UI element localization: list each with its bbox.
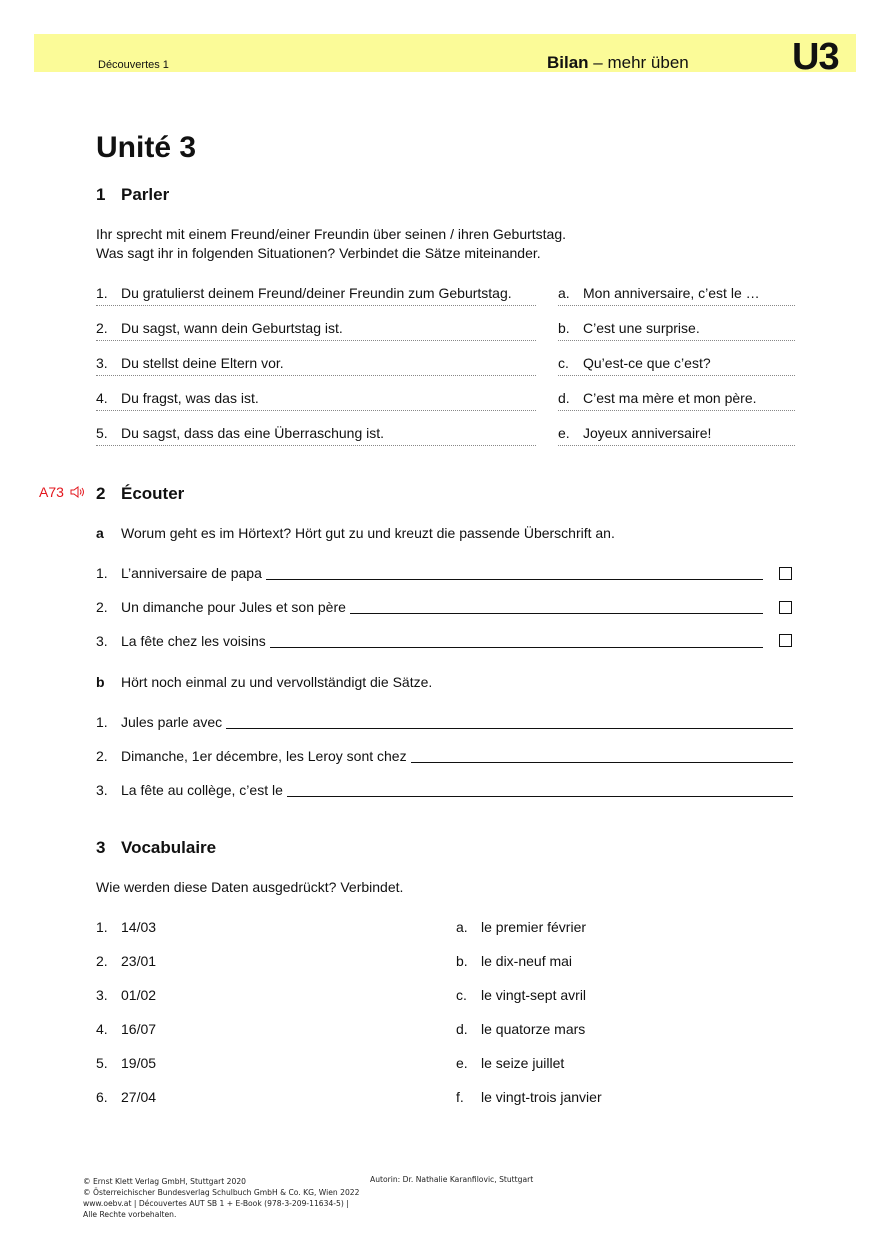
list-item: 3. Du stellst deine Eltern vor. — [96, 355, 536, 376]
s2b-sentence-3: 3. La fête au collège, c’est le — [96, 782, 793, 798]
answer-checkbox-3[interactable] — [779, 634, 792, 647]
list-item: e. Joyeux anniversaire! — [558, 425, 795, 446]
s2b-sentence-2: 2. Dimanche, 1er décembre, les Leroy sont chez — [96, 748, 793, 764]
list-item: 1. 14/03 — [96, 919, 157, 935]
list-item: 3. 01/02 — [96, 987, 157, 1003]
section-1-heading: 1 Parler — [96, 185, 170, 204]
s2b-sentence-1: 1. Jules parle avec — [96, 714, 793, 730]
audio-track-label: A73 — [39, 484, 64, 500]
list-item: a. Mon anniversaire, c’est le … — [558, 285, 795, 306]
s3-right-list — [456, 919, 786, 1123]
answer-checkbox-1[interactable] — [779, 567, 792, 580]
header-title: Bilan – mehr üben — [547, 53, 689, 72]
s3-left-list — [96, 919, 426, 1123]
answer-line — [266, 565, 763, 580]
copyright-line: © Österreichischer Bundesverlag Schulbuch GmbH & Co. KG, Wien 2022 — [83, 1188, 360, 1197]
section-3-instruction: Wie werden diese Daten ausgedrückt? Verbindet. — [96, 879, 404, 895]
s2a-option-1: 1. L’anniversaire de papa — [96, 565, 763, 581]
answer-line[interactable] — [411, 748, 793, 763]
list-item: c. Qu’est-ce que c’est? — [558, 355, 795, 376]
list-item: 2. 23/01 — [96, 953, 157, 969]
book-title: Découvertes 1 — [98, 59, 169, 71]
list-item: 4. 16/07 — [96, 1021, 157, 1037]
list-item: d. C’est ma mère et mon père. — [558, 390, 795, 411]
copyright-line: www.oebv.at | Découvertes AUT SB 1 + E-Book (978-3-209-11634-5) | — [83, 1199, 349, 1208]
s1-left-list — [96, 285, 536, 446]
s1-right-list — [558, 285, 795, 446]
list-item: a. le premier février — [456, 919, 587, 935]
answer-line[interactable] — [287, 782, 793, 797]
section-2a-instruction: a Worum geht es im Hörtext? Hört gut zu und kreuzt die passende Überschrift an. — [96, 525, 615, 541]
answer-line — [350, 599, 763, 614]
unit-label: U3 — [792, 36, 839, 78]
list-item: 1. Du gratulierst deinem Freund/deiner Freundin zum Geburtstag. — [96, 285, 536, 306]
author-credit: Autorin: Dr. Nathalie Karanfilovic, Stuttgart — [370, 1175, 534, 1184]
list-item: 6. 27/04 — [96, 1089, 157, 1105]
section-1-instruction-1: Ihr sprecht mit einem Freund/einer Freundin über seinen / ihren Geburtstag. — [96, 226, 567, 242]
list-item: 5. Du sagst, dass das eine Überraschung ist. — [96, 425, 536, 446]
copyright-line: Alle Rechte vorbehalten. — [83, 1210, 177, 1219]
s2a-option-3: 3. La fête chez les voisins — [96, 633, 763, 649]
audio-track[interactable] — [39, 484, 86, 500]
list-item: e. le seize juillet — [456, 1055, 565, 1071]
section-1-instruction-2: Was sagt ihr in folgenden Situationen? Verbindet die Sätze miteinander. — [96, 245, 541, 261]
list-item: 4. Du fragst, was das ist. — [96, 390, 536, 411]
section-3-heading: 3 Vocabulaire — [96, 838, 217, 857]
list-item: 5. 19/05 — [96, 1055, 157, 1071]
list-item: c. le vingt-sept avril — [456, 987, 587, 1003]
answer-line — [270, 633, 763, 648]
copyright-footer — [83, 1176, 359, 1220]
list-item: b. C’est une surprise. — [558, 320, 795, 341]
section-2b-instruction: b Hört noch einmal zu und vervollständigt die Sätze. — [96, 674, 433, 690]
page-title: Unité 3 — [96, 131, 197, 164]
answer-checkbox-2[interactable] — [779, 601, 792, 614]
list-item: 2. Du sagst, wann dein Geburtstag ist. — [96, 320, 536, 341]
list-item: d. le quatorze mars — [456, 1021, 586, 1037]
section-2-heading: 2 Écouter — [96, 484, 185, 503]
s2a-option-2: 2. Un dimanche pour Jules et son père — [96, 599, 763, 615]
answer-line[interactable] — [226, 714, 793, 729]
list-item: b. le dix-neuf mai — [456, 953, 573, 969]
copyright-line: © Ernst Klett Verlag GmbH, Stuttgart 2020 — [83, 1177, 246, 1186]
list-item: f. le vingt-trois janvier — [456, 1089, 602, 1105]
speaker-icon — [70, 486, 86, 498]
